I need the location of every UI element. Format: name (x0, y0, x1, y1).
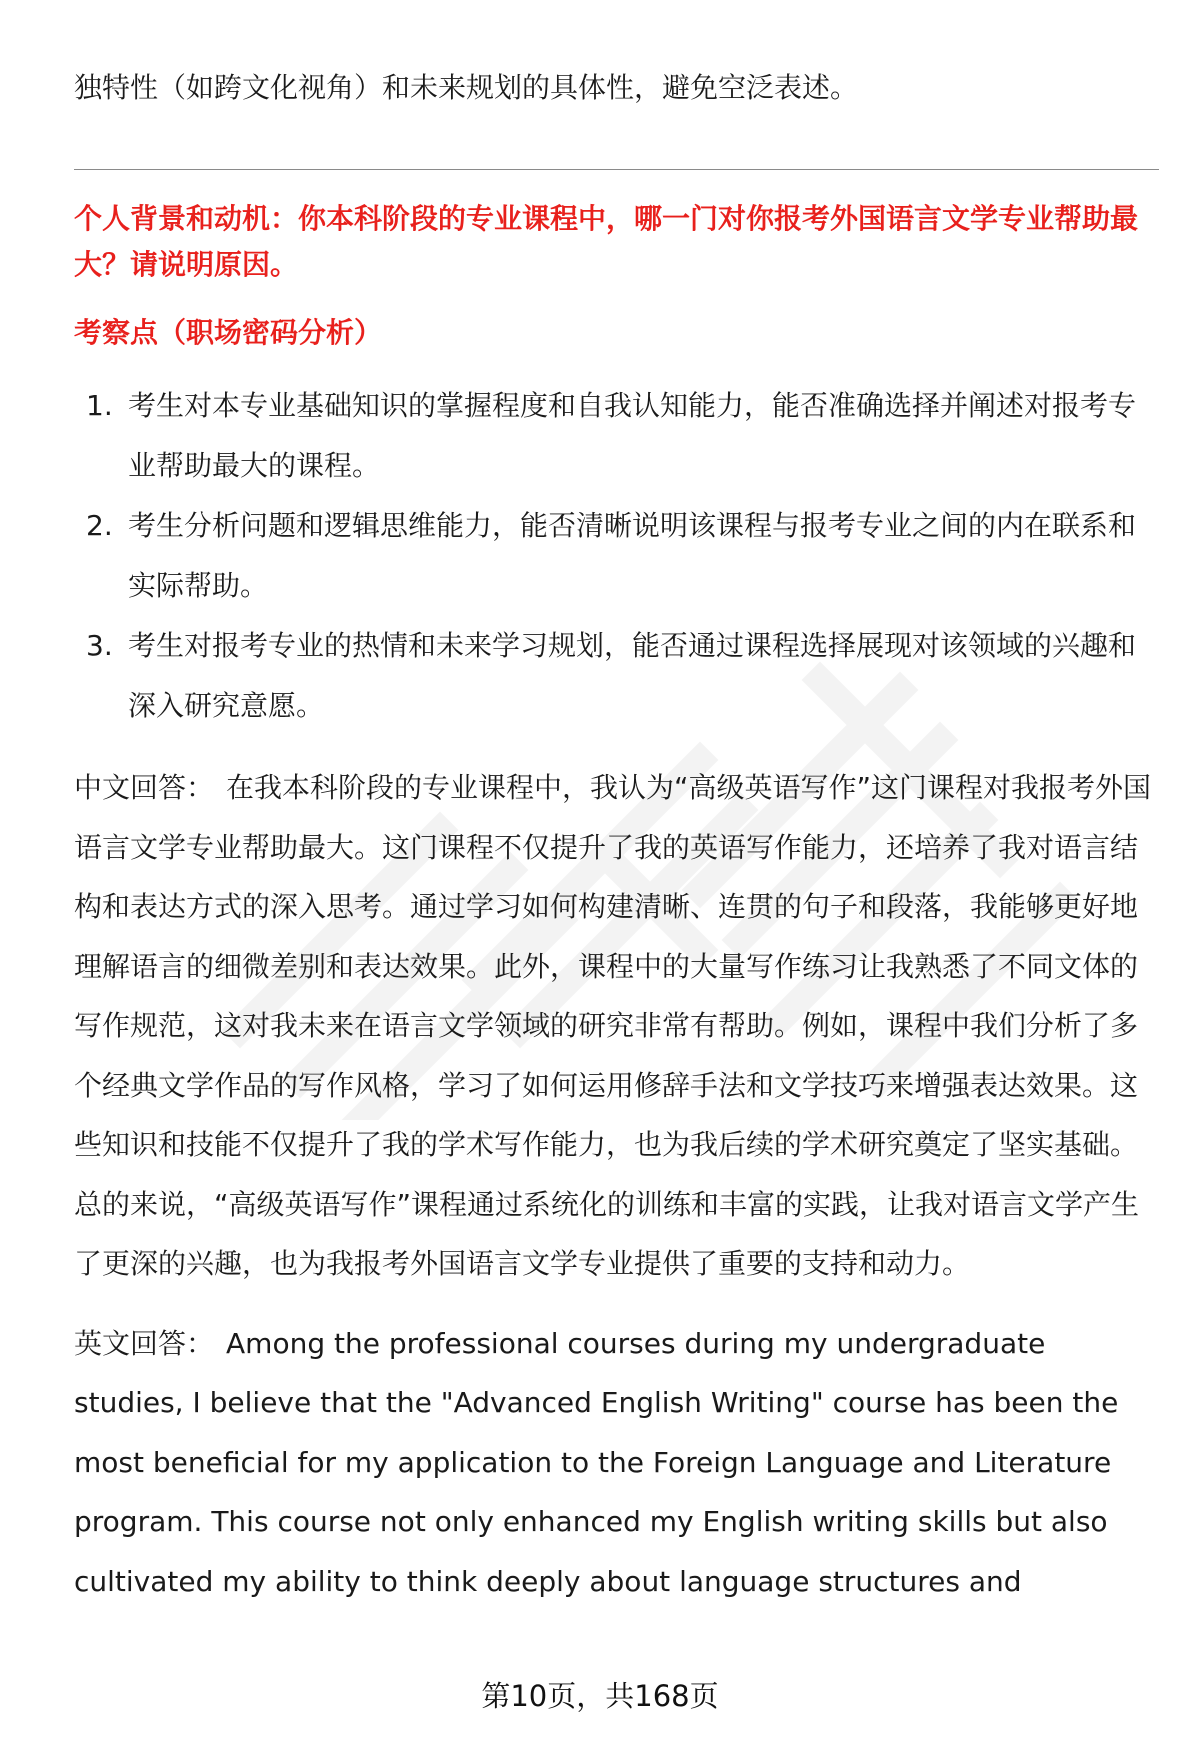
assessment-points-list (74, 376, 1159, 736)
list-item (74, 616, 1159, 736)
list-item-text: 考生对报考专业的热情和未来学习规划，能否通过课程选择展现对该领域的兴趣和深入研究意愿。 (128, 629, 1137, 722)
list-item-text: 考生分析问题和逻辑思维能力，能否清晰说明该课程与报考专业之间的内在联系和实际帮助。 (128, 509, 1137, 602)
chinese-answer-label: 中文回答： (74, 771, 215, 804)
assessment-points-heading: 考察点（职场密码分析） (74, 316, 383, 349)
chinese-answer-text: 在我本科阶段的专业课程中，我认为“高级英语写作”这门课程对我报考外国语言文学专业帮助最大。这门课程不仅提升了我的英语写作能力，还培养了我对语言结构和表达方式的深入思考。通过学习如何构建清晰、连贯的句子和段落，我能够更好地理解语言的细微差别和表达效果。此外，课程中的大量写作练习让我熟悉了不同文体的写作规范，这对我未来在语言文学领域的研究非常有帮助。例如，课程中我们分析了多个经典文学作品的写作风格，学习了如何运用修辞手法和文学技巧来增强表达效果。这些知识和技能不仅提升了我的学术写作能力，也为我后续的学术研究奠定了坚实基础。总的来说，“高级英语写作”课程通过系统化的训练和丰富的实践，让我对语言文学产生了更深的兴趣，也为我报考外国语言文学专业提供了重要的支持和动力。 (74, 771, 1152, 1280)
list-item-number: 2. (86, 509, 113, 542)
question-heading: 个人背景和动机：你本科阶段的专业课程中，哪一门对你报考外国语言文学专业帮助最大？请说明原因。 (74, 202, 1139, 281)
page-content (74, 58, 1159, 1611)
list-item-text: 考生对本专业基础知识的掌握程度和自我认知能力，能否准确选择并阐述对报考专业帮助最大的课程。 (128, 389, 1137, 482)
english-answer-label: 英文回答： (74, 1326, 215, 1360)
list-item (74, 376, 1159, 496)
list-item (74, 496, 1159, 616)
intro-tail-text: 独特性（如跨文化视角）和未来规划的具体性，避免空泛表述。 (74, 71, 859, 104)
page-number-footer: 第10页，共168页 (481, 1679, 719, 1713)
english-answer-text: Among the professional courses during my undergraduate studies, I believe that the "Advanced English Writing" course has been the most beneficial for my application to the Foreign Language and Literature program. This course not only enhanced my English writing skills but also cultivated my ability to think deeply about language structures and (74, 1326, 1119, 1598)
list-item-number: 3. (86, 629, 113, 662)
chinese-answer (74, 758, 1159, 1294)
english-answer (74, 1314, 1159, 1612)
section-divider (74, 169, 1159, 170)
list-item-number: 1. (86, 389, 113, 422)
